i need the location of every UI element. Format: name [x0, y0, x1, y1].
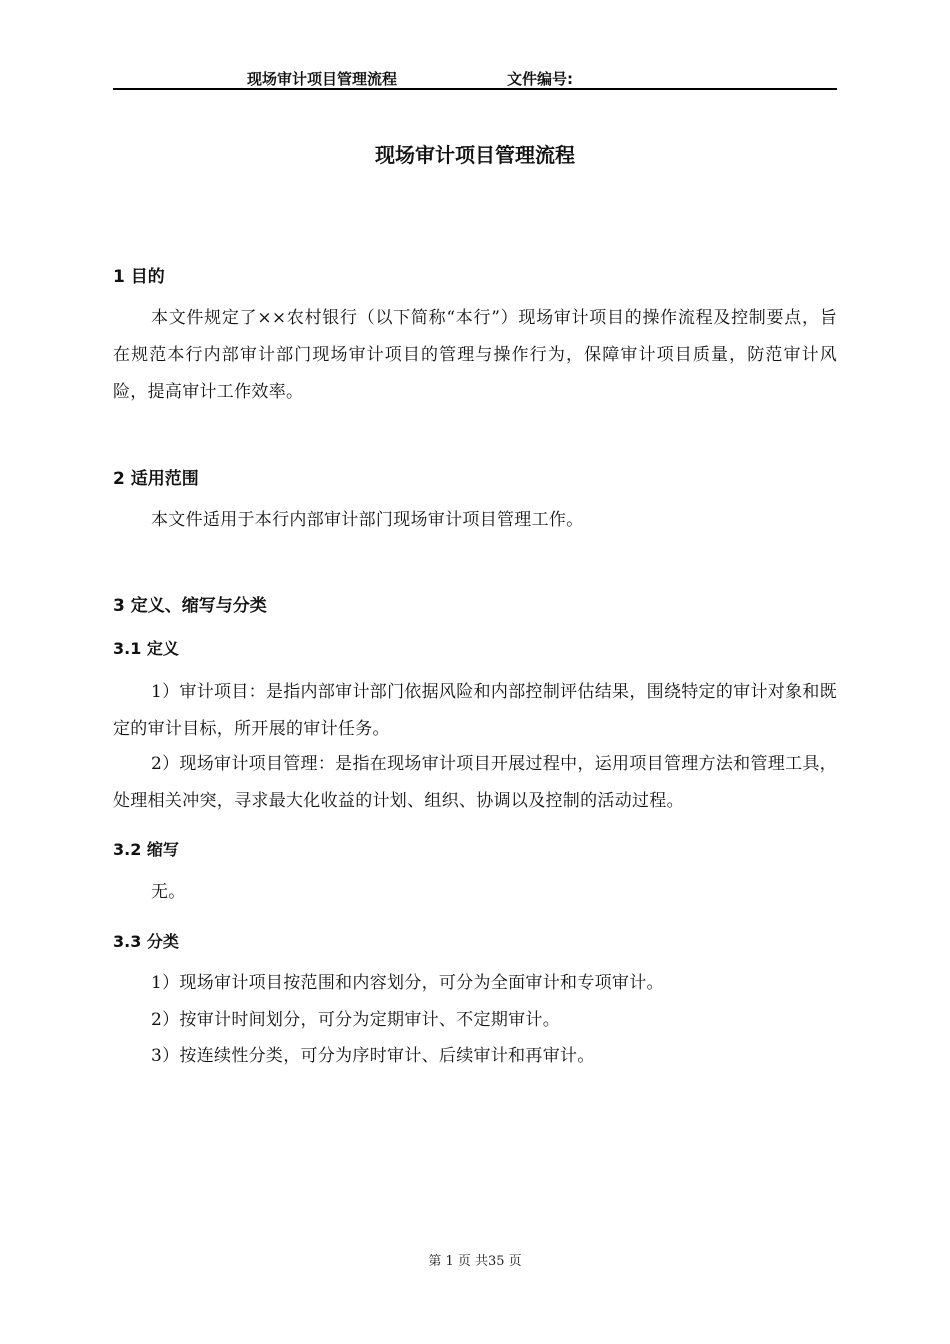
classification-item: 2）按审计时间划分，可分为定期审计、不定期审计。 [151, 1010, 561, 1030]
section-1-body: 本文件规定了××农村银行（以下简称“本行”）现场审计项目的操作流程及控制要点，旨在规范本行内部审计部门现场审计项目的管理与操作行为，保障审计项目质量，防范审计风险，提高审计工作效率。 [113, 308, 837, 402]
definition-item: 1）审计项目：是指内部审计部门依据风险和内部控制评估结果，围绕特定的审计对象和既定的审计目标，所开展的审计任务。 [113, 682, 837, 739]
section-1-heading: 1 目的 [113, 267, 165, 287]
section-3-1-heading: 3.1 定义 [113, 639, 179, 658]
section-3-heading: 3 定义、缩写与分类 [113, 596, 267, 616]
header-file-number-label: 文件编号: [507, 70, 573, 88]
section-3-3-heading: 3.3 分类 [113, 932, 179, 951]
header-title: 现场审计项目管理流程 [247, 70, 398, 88]
classification-item: 3）按连续性分类，可分为序时审计、后续审计和再审计。 [151, 1046, 595, 1066]
section-2-body: 本文件适用于本行内部审计部门现场审计项目管理工作。 [151, 510, 584, 530]
section-2-heading: 2 适用范围 [113, 469, 199, 489]
section-3-2-heading: 3.2 缩写 [113, 840, 179, 859]
page-number: 第 1 页 共35 页 [428, 1254, 522, 1269]
section-3-2-body: 无。 [151, 882, 186, 902]
document-title: 现场审计项目管理流程 [375, 143, 575, 167]
page-header [113, 66, 837, 90]
definition-item: 2）现场审计项目管理：是指在现场审计项目开展过程中，运用项目管理方法和管理工具，处理相关冲突，寻求最大化收益的计划、组织、协调以及控制的活动过程。 [113, 754, 837, 811]
classification-item: 1）现场审计项目按范围和内容划分，可分为全面审计和专项审计。 [151, 973, 664, 993]
